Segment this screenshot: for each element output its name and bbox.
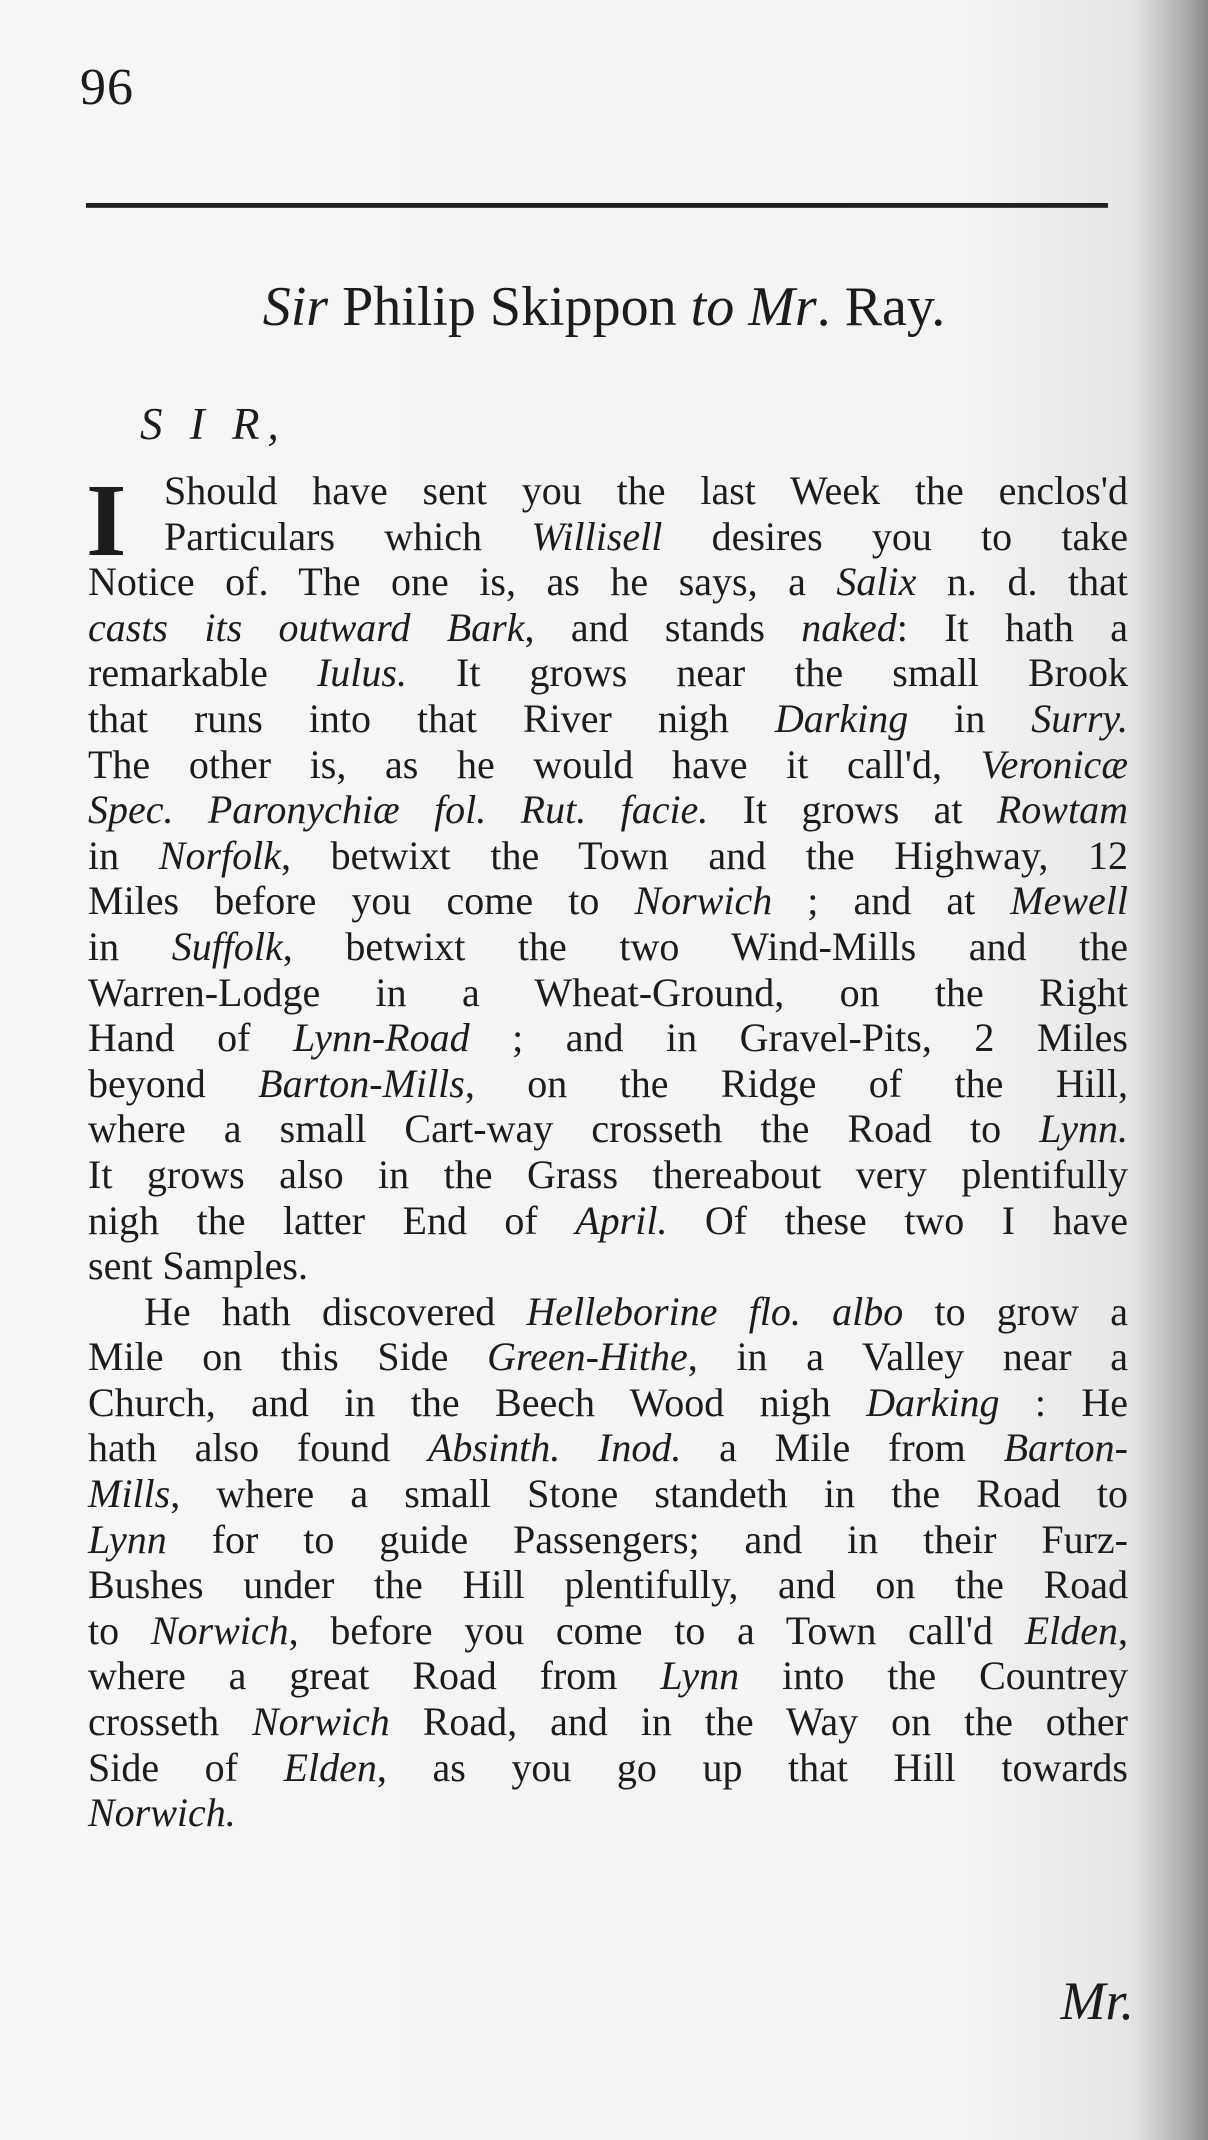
text-line <box>88 878 1128 924</box>
text-run: , betwixt the two Wind-Mills and the <box>282 923 1128 969</box>
text-run: , and stands <box>524 604 802 650</box>
text-run: Notice of. The one is, as he says, a <box>88 559 837 605</box>
italic-term: Suffolk <box>171 923 283 969</box>
text-run: : It hath a <box>896 604 1128 650</box>
text-run: Particulars which <box>164 513 532 559</box>
text-run: nigh the latter End of <box>88 1197 576 1243</box>
italic-term: Norwich. <box>88 1790 236 1836</box>
text-line <box>88 1517 1128 1563</box>
italic-term: casts its outward Bark <box>88 604 525 650</box>
letter-title <box>0 272 1208 342</box>
text-run: Road, and in the Way on the other <box>389 1699 1128 1745</box>
italic-term: Norwich <box>252 1699 390 1745</box>
text-run: , where a small Stone standeth in the Road to <box>170 1471 1128 1517</box>
italic-term: Elden <box>283 1744 377 1790</box>
italic-term: Lynn <box>660 1653 740 1699</box>
text-run: Mile on this Side <box>88 1334 488 1380</box>
text-run: : He <box>999 1379 1128 1425</box>
italic-term: naked <box>801 604 897 650</box>
title-space <box>734 276 748 338</box>
text-run: that runs into that River nigh <box>88 695 775 741</box>
text-line <box>88 1334 1128 1380</box>
italic-term: Elden <box>1024 1607 1118 1653</box>
italic-term: Mewell <box>1010 878 1128 924</box>
text-run: ; and in Gravel-Pits, 2 Miles <box>469 1015 1128 1061</box>
text-run: , on the Ridge of the Hill, <box>464 1060 1128 1106</box>
text-line <box>88 1198 1128 1244</box>
text-line <box>88 970 1128 1016</box>
text-run: crosseth <box>88 1699 252 1745</box>
text-line <box>88 833 1128 879</box>
title-mr: Mr <box>748 276 817 338</box>
italic-term: Green-Hithe <box>487 1334 688 1380</box>
italic-term: Absinth. Inod. <box>428 1425 682 1471</box>
text-run: Hand of <box>88 1015 294 1061</box>
text-run: remarkable <box>88 650 317 696</box>
text-run: into the Countrey <box>739 1653 1128 1699</box>
text-run: The other is, as he would have it call'd, <box>88 741 981 787</box>
title-name: Philip Skippon <box>328 276 691 338</box>
text-run: n. d. that <box>916 559 1128 605</box>
text-line <box>88 924 1128 970</box>
text-line <box>88 1106 1128 1152</box>
text-run: desires you to take <box>662 513 1129 559</box>
text-run: to <box>88 1607 151 1653</box>
italic-term: Rowtam <box>996 787 1128 833</box>
italic-term: Spec. Paronychiæ fol. Rut. facie. <box>88 787 709 833</box>
italic-term: Willisell <box>531 513 663 559</box>
text-line <box>88 1745 1128 1791</box>
italic-term: Lynn <box>88 1516 167 1562</box>
text-run: in <box>908 695 1032 741</box>
text-line <box>88 696 1128 742</box>
text-run: hath also found <box>88 1425 428 1471</box>
text-run: , <box>1118 1607 1128 1653</box>
text-line <box>88 1015 1128 1061</box>
text-run: , betwixt the Town and the Highway, 12 <box>281 832 1128 878</box>
text-run: Should have sent you the last Week the enclos'd <box>164 468 1128 513</box>
italic-term: Iulus. <box>316 650 407 696</box>
italic-term: Darking <box>866 1379 1000 1425</box>
italic-term: Mills <box>88 1471 171 1517</box>
text-run: for to guide Passengers; and in their Furz- <box>166 1516 1128 1562</box>
drop-cap: I <box>86 463 127 578</box>
italic-term: Barton- <box>1003 1425 1128 1471</box>
italic-term: Salix <box>836 559 917 605</box>
text-line <box>88 742 1128 788</box>
italic-term: Darking <box>774 695 909 741</box>
italic-term: Helleborine flo. albo <box>526 1288 904 1334</box>
catchword: Mr. <box>1060 1971 1134 2031</box>
text-line <box>88 1608 1128 1654</box>
header-rule <box>86 203 1108 208</box>
text-line <box>88 514 1128 560</box>
text-run: in <box>88 832 159 878</box>
text-line <box>88 1289 1128 1335</box>
text-run: Of these two I have <box>667 1197 1128 1243</box>
text-line <box>88 650 1128 696</box>
title-ray: . Ray. <box>816 276 946 338</box>
text-run: Side of <box>88 1744 284 1790</box>
text-run: where a small Cart-way crosseth the Road to <box>88 1106 1040 1152</box>
italic-term: Lynn. <box>1039 1106 1128 1152</box>
page-number: 96 <box>80 59 134 116</box>
text-line <box>88 605 1128 651</box>
text-run: He hath discovered <box>144 1288 527 1334</box>
title-sir: Sir <box>262 276 329 338</box>
text-line <box>88 1699 1128 1745</box>
text-run: Church, and in the Beech Wood nigh <box>88 1379 867 1425</box>
text-run: It grows at <box>708 787 997 833</box>
text-run: Warren-Lodge in a Wheat-Ground, on the Right <box>88 969 1128 1015</box>
text-line <box>88 1562 1128 1608</box>
italic-term: Norwich <box>150 1607 289 1653</box>
title-to: to <box>690 276 735 338</box>
italic-term: Norfolk <box>158 832 282 878</box>
text-line <box>88 1152 1128 1198</box>
text-run: Miles before you come to <box>88 878 635 924</box>
text-run: Bushes under the Hill plentifully, and on the Road <box>88 1562 1128 1608</box>
salutation: S I R, <box>140 399 287 449</box>
text-line <box>88 1790 1128 1836</box>
text-run: It grows near the small Brook <box>406 650 1128 696</box>
text-line <box>88 468 1128 514</box>
text-line <box>88 1653 1128 1699</box>
text-run: to grow a <box>903 1288 1128 1334</box>
text-run: sent Samples. <box>88 1243 308 1289</box>
text-run: , as you go up that Hill towards <box>376 1744 1128 1790</box>
text-line <box>88 787 1128 833</box>
text-line <box>88 1243 1128 1289</box>
text-line <box>88 1061 1128 1107</box>
text-run: beyond <box>88 1060 259 1106</box>
italic-term: Norwich <box>634 878 773 924</box>
italic-term: Lynn-Road <box>293 1015 470 1061</box>
italic-term: April. <box>575 1197 668 1243</box>
letter-body <box>86 463 1129 1836</box>
text-run: It grows also in the Grass thereabout very plentifully <box>88 1151 1128 1197</box>
text-run: , in a Valley near a <box>687 1334 1129 1380</box>
italic-term: Surry. <box>1031 695 1128 741</box>
italic-term: Barton-Mills <box>258 1060 465 1106</box>
text-line <box>88 1380 1128 1426</box>
text-line <box>88 1471 1128 1517</box>
text-line <box>88 559 1128 605</box>
italic-term: Veronicæ <box>980 741 1128 787</box>
text-run: a Mile from <box>681 1425 1004 1471</box>
text-run: , before you come to a Town call'd <box>288 1607 1025 1653</box>
text-run: in <box>88 923 172 969</box>
text-run: ; and at <box>772 878 1011 924</box>
text-run: where a great Road from <box>88 1653 661 1699</box>
text-line <box>88 1425 1128 1471</box>
